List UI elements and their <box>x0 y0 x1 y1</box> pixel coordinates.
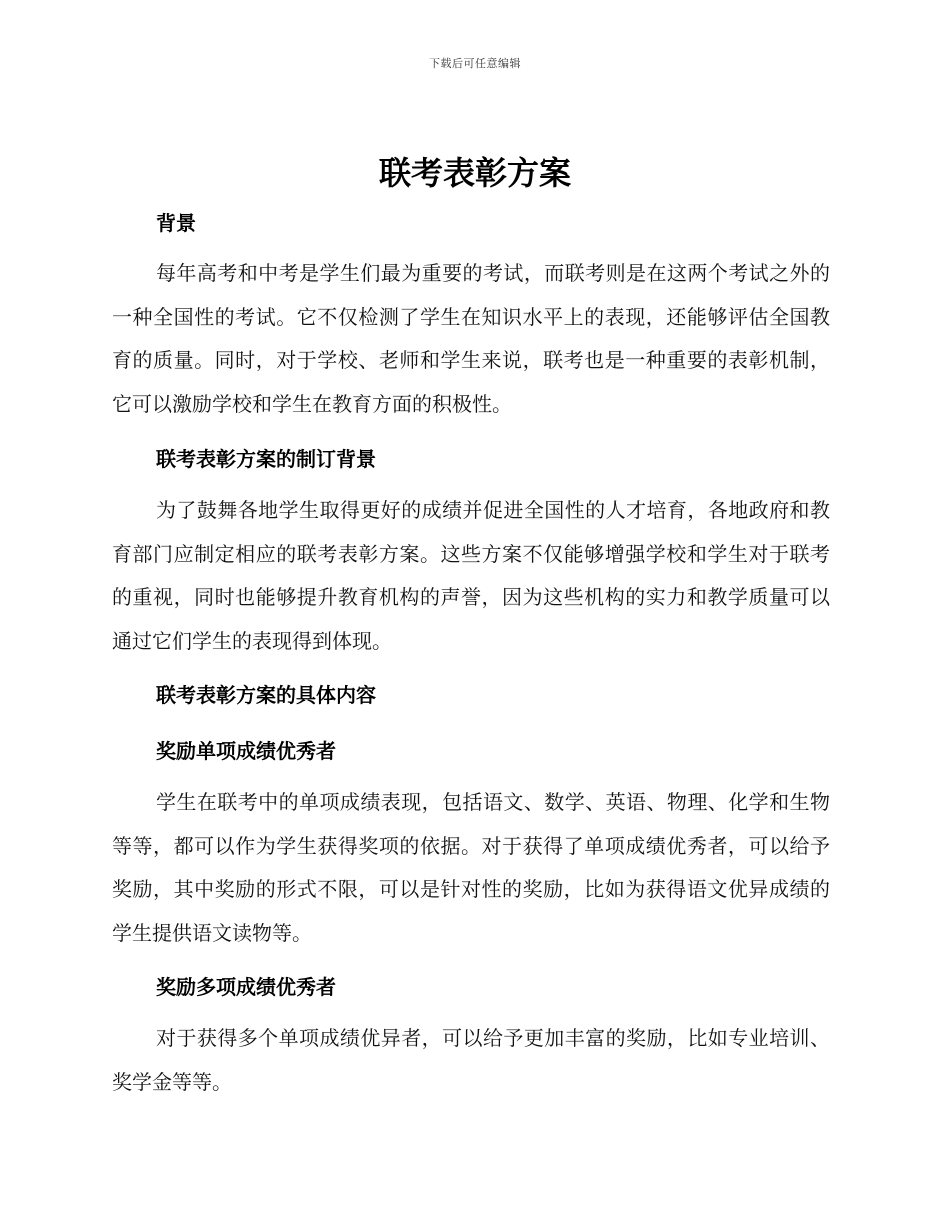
section-heading-multi-award: 奖励多项成绩优秀者 <box>156 975 336 999</box>
section-heading-formulation: 联考表彰方案的制订背景 <box>156 447 376 471</box>
document-title: 联考表彰方案 <box>378 154 571 192</box>
section-heading-single-award: 奖励单项成绩优秀者 <box>156 739 336 763</box>
section-heading-background: 背景 <box>156 211 196 235</box>
section-heading-content: 联考表彰方案的具体内容 <box>156 683 376 707</box>
section-paragraph-formulation: 为了鼓舞各地学生取得更好的成绩并促进全国性的人才培育，各地政府和教育部门应制定相应的联考表彰方案。这些方案不仅能够增强学校和学生对于联考的重视，同时也能够提升教育机构的声誉，因为这些机构的实力和教学质量可以通过它们学生的表现得到体现。 <box>112 498 830 653</box>
section-paragraph-background: 每年高考和中考是学生们最为重要的考试，而联考则是在这两个考试之外的一种全国性的考试。它不仅检测了学生在知识水平上的表现，还能够评估全国教育的质量。同时，对于学校、老师和学生来说，联考也是一种重要的表彰机制，它可以激励学校和学生在教育方面的积极性。 <box>112 261 830 416</box>
section-paragraph-single-award: 学生在联考中的单项成绩表现，包括语文、数学、英语、物理、化学和生物等等，都可以作为学生获得奖项的依据。对于获得了单项成绩优秀者，可以给予奖励，其中奖励的形式不限，可以是针对性的奖励，比如为获得语文优异成绩的学生提供语文读物等。 <box>112 790 830 945</box>
page-header-note: 下载后可任意编辑 <box>429 57 521 70</box>
section-paragraph-multi-award: 对于获得多个单项成绩优异者，可以给予更加丰富的奖励，比如专业培训、奖学金等等。 <box>112 1026 830 1094</box>
